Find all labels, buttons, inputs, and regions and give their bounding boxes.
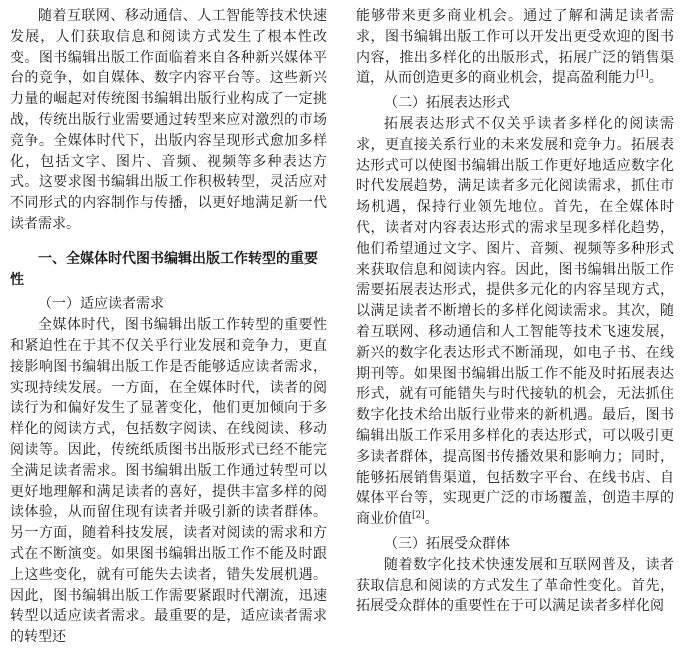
punctuation: 。 bbox=[648, 70, 663, 87]
intro-paragraph: 随着互联网、移动通信、人工智能等技术快速发展，人们获取信息和阅读方式发生了根本性改变。图书编辑出版工作面临着来自各种新兴媒体平台的竞争，如自媒体、数字内容平台等。这些新兴力量的崛起对传统图书编辑出版行业构成了一定挑战，传统出版行业需要通过转型来应对激烈的市场竞争。全媒体时代下，出版内容呈现形式愈加多样化，包括文字、图片、音频、视频等多种表达方式。这要求图书编辑出版工作积极转型，灵活应对不同形式的内容制作与传播，以更好地满足新一代读者需求。 bbox=[10, 8, 327, 232]
expression-forms-paragraph bbox=[356, 114, 674, 530]
subheading-reader-needs: （一）适应读者需求 bbox=[38, 296, 164, 313]
business-opportunity-text: 能够带来更多商业机会。通过了解和满足读者需求，图书编辑出版工作可以开发出更受欢迎的图书内容，推出多样化的出版形式，拓展广泛的销售渠道，从而创造更多的商业机会，提高盈利能力 bbox=[356, 8, 674, 87]
subheading-audience: （三）拓展受众群体 bbox=[384, 535, 510, 552]
subheading-expression-forms: （二）拓展表达形式 bbox=[384, 95, 510, 112]
audience-paragraph: 随着数字化技术快速发展和互联网普及，读者获取信息和阅读的方式发生了革命性变化。首先，拓展受众群体的重要性在于可以满足读者多样化阅 bbox=[356, 556, 674, 615]
business-opportunity-paragraph bbox=[356, 6, 674, 89]
citation-ref-1: [1] bbox=[636, 69, 649, 80]
expression-forms-text: 拓展表达形式不仅关乎读者多样化的阅读需求，更直接关系行业的未来发展和竞争力。拓展表达形式可以使图书编辑出版工作更好地适应数字化时代发展趋势，满足读者多元化阅读需求，抓住市场机遇，保持行业领先地位。首先，在全媒体时代，读者对内容表达形式的需求呈现多样化趋势，他们希望通过文字、图片、音频、视频等多种形式来获取信息和阅读内容。因此，图书编辑出版工作需要拓展表达形式，提供多元化的内容呈现方式，以满足读者不断增长的多样化阅读需求。其次，随着互联网、移动通信和人工智能等技术飞速发展，新兴的数字化表达形式不断涌现，如电子书、在线期刊等。如果图书编辑出版工作不能及时拓展表达形式，就有可能错失与时代接轨的机会，无法抓住数字化技术给出版行业带来的新机遇。最后，图书编辑出版工作采用多样化的表达形式，可以吸引更多读者群体，提高图书传播效果和影响力；同时，能够拓展销售渠道，包括数字平台、在线书店、自媒体平台等，实现更广泛的市场覆盖，创造丰厚的商业价值 bbox=[356, 115, 674, 528]
right-column bbox=[356, 6, 674, 617]
reader-needs-paragraph: 全媒体时代，图书编辑出版工作转型的重要性和紧迫性在于其不仅关乎行业发展和竞争力，更直接影响图书编辑出版工作是否能够适应读者需求，实现持续发展。一方面，在全媒体时代，读者的阅读行为和偏好发生了显著变化，他们更加倾向于多样化的阅读方式，包括数字阅读、在线阅读、移动阅读等。因此，传统纸质图书出版形式已经不能完全满足读者需求。图书编辑出版工作通过转型可以更好地理解和满足读者的喜好，提供丰富多样的阅读体验，从而留住现有读者并吸引新的读者群体。另一方面，随着科技发展，读者对阅读的需求和方式在不断演变。如果图书编辑出版工作不能及时跟上这些变化，就有可能失去读者，错失发展机遇。因此，图书编辑出版工作需要紧跟时代潮流，迅速转型以适应读者需求。最重要的是，适应读者需求的转型还 bbox=[10, 317, 327, 646]
citation-ref-2: [2] bbox=[412, 510, 425, 521]
left-column bbox=[10, 6, 327, 648]
section-heading-importance: 一、全媒体时代图书编辑出版工作转型的重要性 bbox=[10, 250, 318, 288]
punctuation: 。 bbox=[424, 511, 439, 528]
